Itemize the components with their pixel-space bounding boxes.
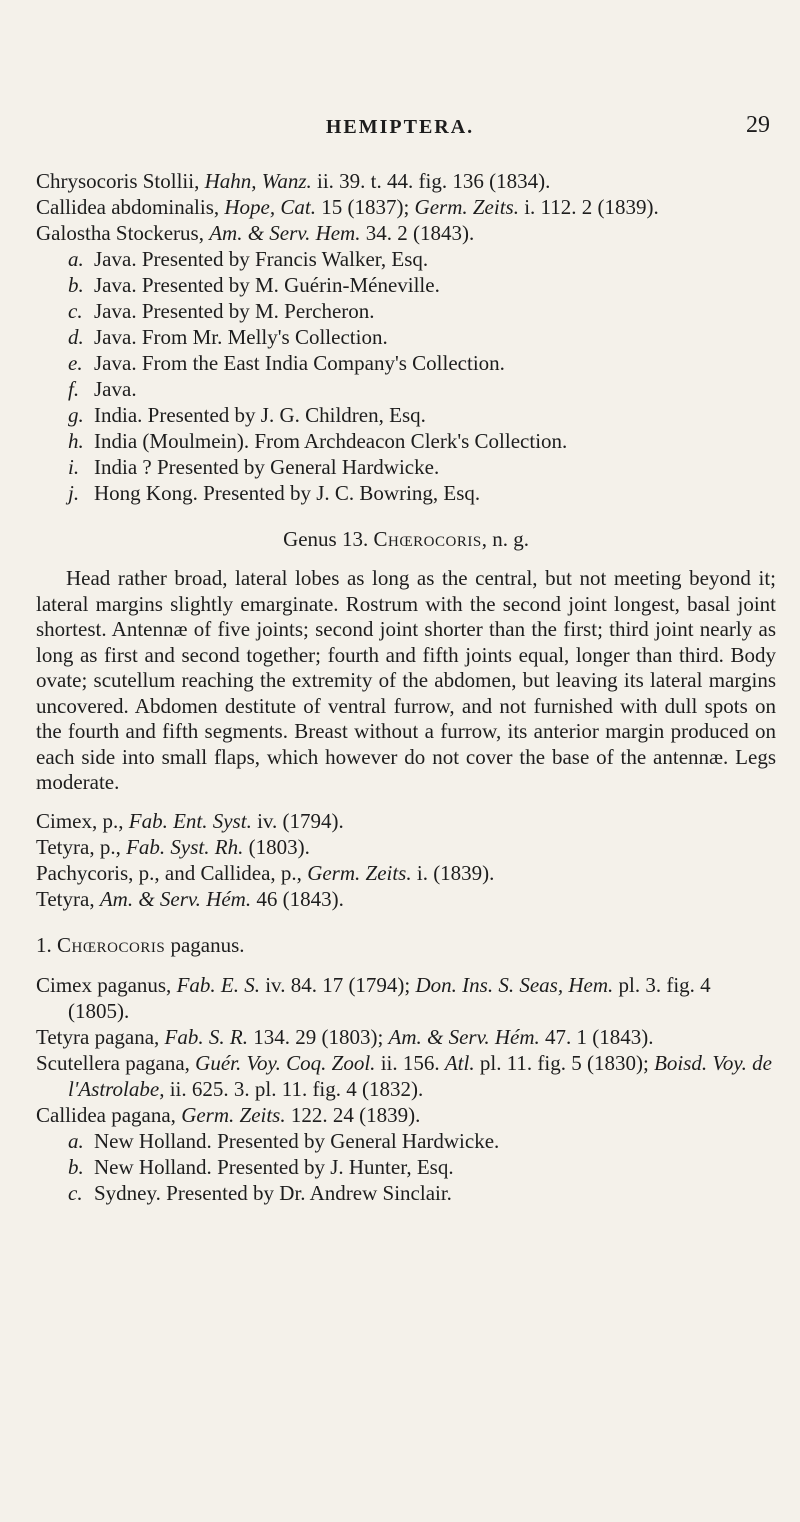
specimen-item: c. Java. Presented by M. Percheron.	[68, 299, 375, 323]
synonym-line: Pachycoris, p., and Callidea, p., Germ. Zeits. i. (1839).	[36, 860, 495, 885]
specimen-item: h. India (Moulmein). From Archdeacon Clerk's Collection.	[68, 429, 568, 453]
synonym-line: Cimex paganus, Fab. E. S. iv. 84. 17 (1794); Don. Ins. S. Seas, Hem. pl. 3. fig. 4 (1805).	[36, 972, 711, 1023]
species-specimen-list	[36, 1128, 776, 1206]
synonym-line: Galostha Stockerus, Am. & Serv. Hem. 34. 2 (1843).	[36, 221, 475, 245]
species-heading: 1. Chœrocoris paganus.	[36, 932, 245, 957]
synonym-line: Tetyra, p., Fab. Syst. Rh. (1803).	[36, 834, 310, 859]
specimen-item: e. Java. From the East India Company's Collection.	[68, 351, 505, 375]
specimen-item: a. Java. Presented by Francis Walker, Esq.	[68, 247, 429, 271]
synonym-line: Chrysocoris Stollii, Hahn, Wanz. ii. 39. t. 44. fig. 136 (1834).	[36, 169, 551, 193]
specimen-item: g. India. Presented by J. G. Children, Esq.	[68, 403, 426, 427]
specimen-item: b. New Holland. Presented by J. Hunter, Esq.	[68, 1154, 454, 1179]
synonym-line: Tetyra pagana, Fab. S. R. 134. 29 (1803); Am. & Serv. Hém. 47. 1 (1843).	[36, 1024, 654, 1049]
genus-description: Head rather broad, lateral lobes as long as the central, but not meeting beyond it; lateral margins slightly emarginate. Rostrum with the second joint longest, basal joint shortest. Antennæ of five joints; second joint shorter than the first; third joint nearly as long as first and second together; fourth and fifth joints equal, longer than third. Body ovate; scutellum reaching the extremity of the abdomen, but leaving its lateral margins uncovered. Abdomen destitute of ventral furrow, and not furnished with dull spots on the fourth and fifth segments. Breast without a furrow, its anterior margin produced on each side into small flaps, which however do not cover the base of the antennæ. Legs moderate.	[36, 566, 776, 794]
synonym-line: Tetyra, Am. & Serv. Hém. 46 (1843).	[36, 886, 344, 911]
specimen-item: a. New Holland. Presented by General Hardwicke.	[68, 1128, 500, 1153]
running-head	[0, 112, 800, 142]
top-synonymy	[36, 168, 776, 246]
top-specimen-list	[36, 246, 776, 506]
synonym-line: Callidea pagana, Germ. Zeits. 122. 24 (1839).	[36, 1102, 421, 1127]
running-head-title: HEMIPTERA.	[325, 116, 475, 138]
genus-heading: Genus 13. Chœrocoris, n. g.	[283, 527, 529, 551]
page-number: 29	[746, 112, 770, 138]
species-synonymy	[36, 972, 776, 1128]
specimen-item: b. Java. Presented by M. Guérin-Méneville.	[68, 273, 440, 297]
genus-synonymy	[36, 808, 776, 912]
specimen-item: c. Sydney. Presented by Dr. Andrew Sinclair.	[68, 1180, 452, 1205]
specimen-item: d. Java. From Mr. Melly's Collection.	[68, 325, 388, 349]
synonym-line: Callidea abdominalis, Hope, Cat. 15 (1837); Germ. Zeits. i. 112. 2 (1839).	[36, 195, 659, 219]
specimen-item: f. Java.	[68, 377, 137, 401]
synonym-line: Scutellera pagana, Guér. Voy. Coq. Zool. ii. 156. Atl. pl. 11. fig. 5 (1830); Boisd. Voy. de l'Astrolabe, ii. 625. 3. pl. 11. fig. 4 (1832).	[36, 1050, 772, 1101]
specimen-item: i. India ? Presented by General Hardwicke.	[68, 455, 440, 479]
synonym-line: Cimex, p., Fab. Ent. Syst. iv. (1794).	[36, 808, 344, 833]
specimen-item: j. Hong Kong. Presented by J. C. Bowring, Esq.	[68, 481, 481, 505]
page-body	[36, 168, 776, 1206]
